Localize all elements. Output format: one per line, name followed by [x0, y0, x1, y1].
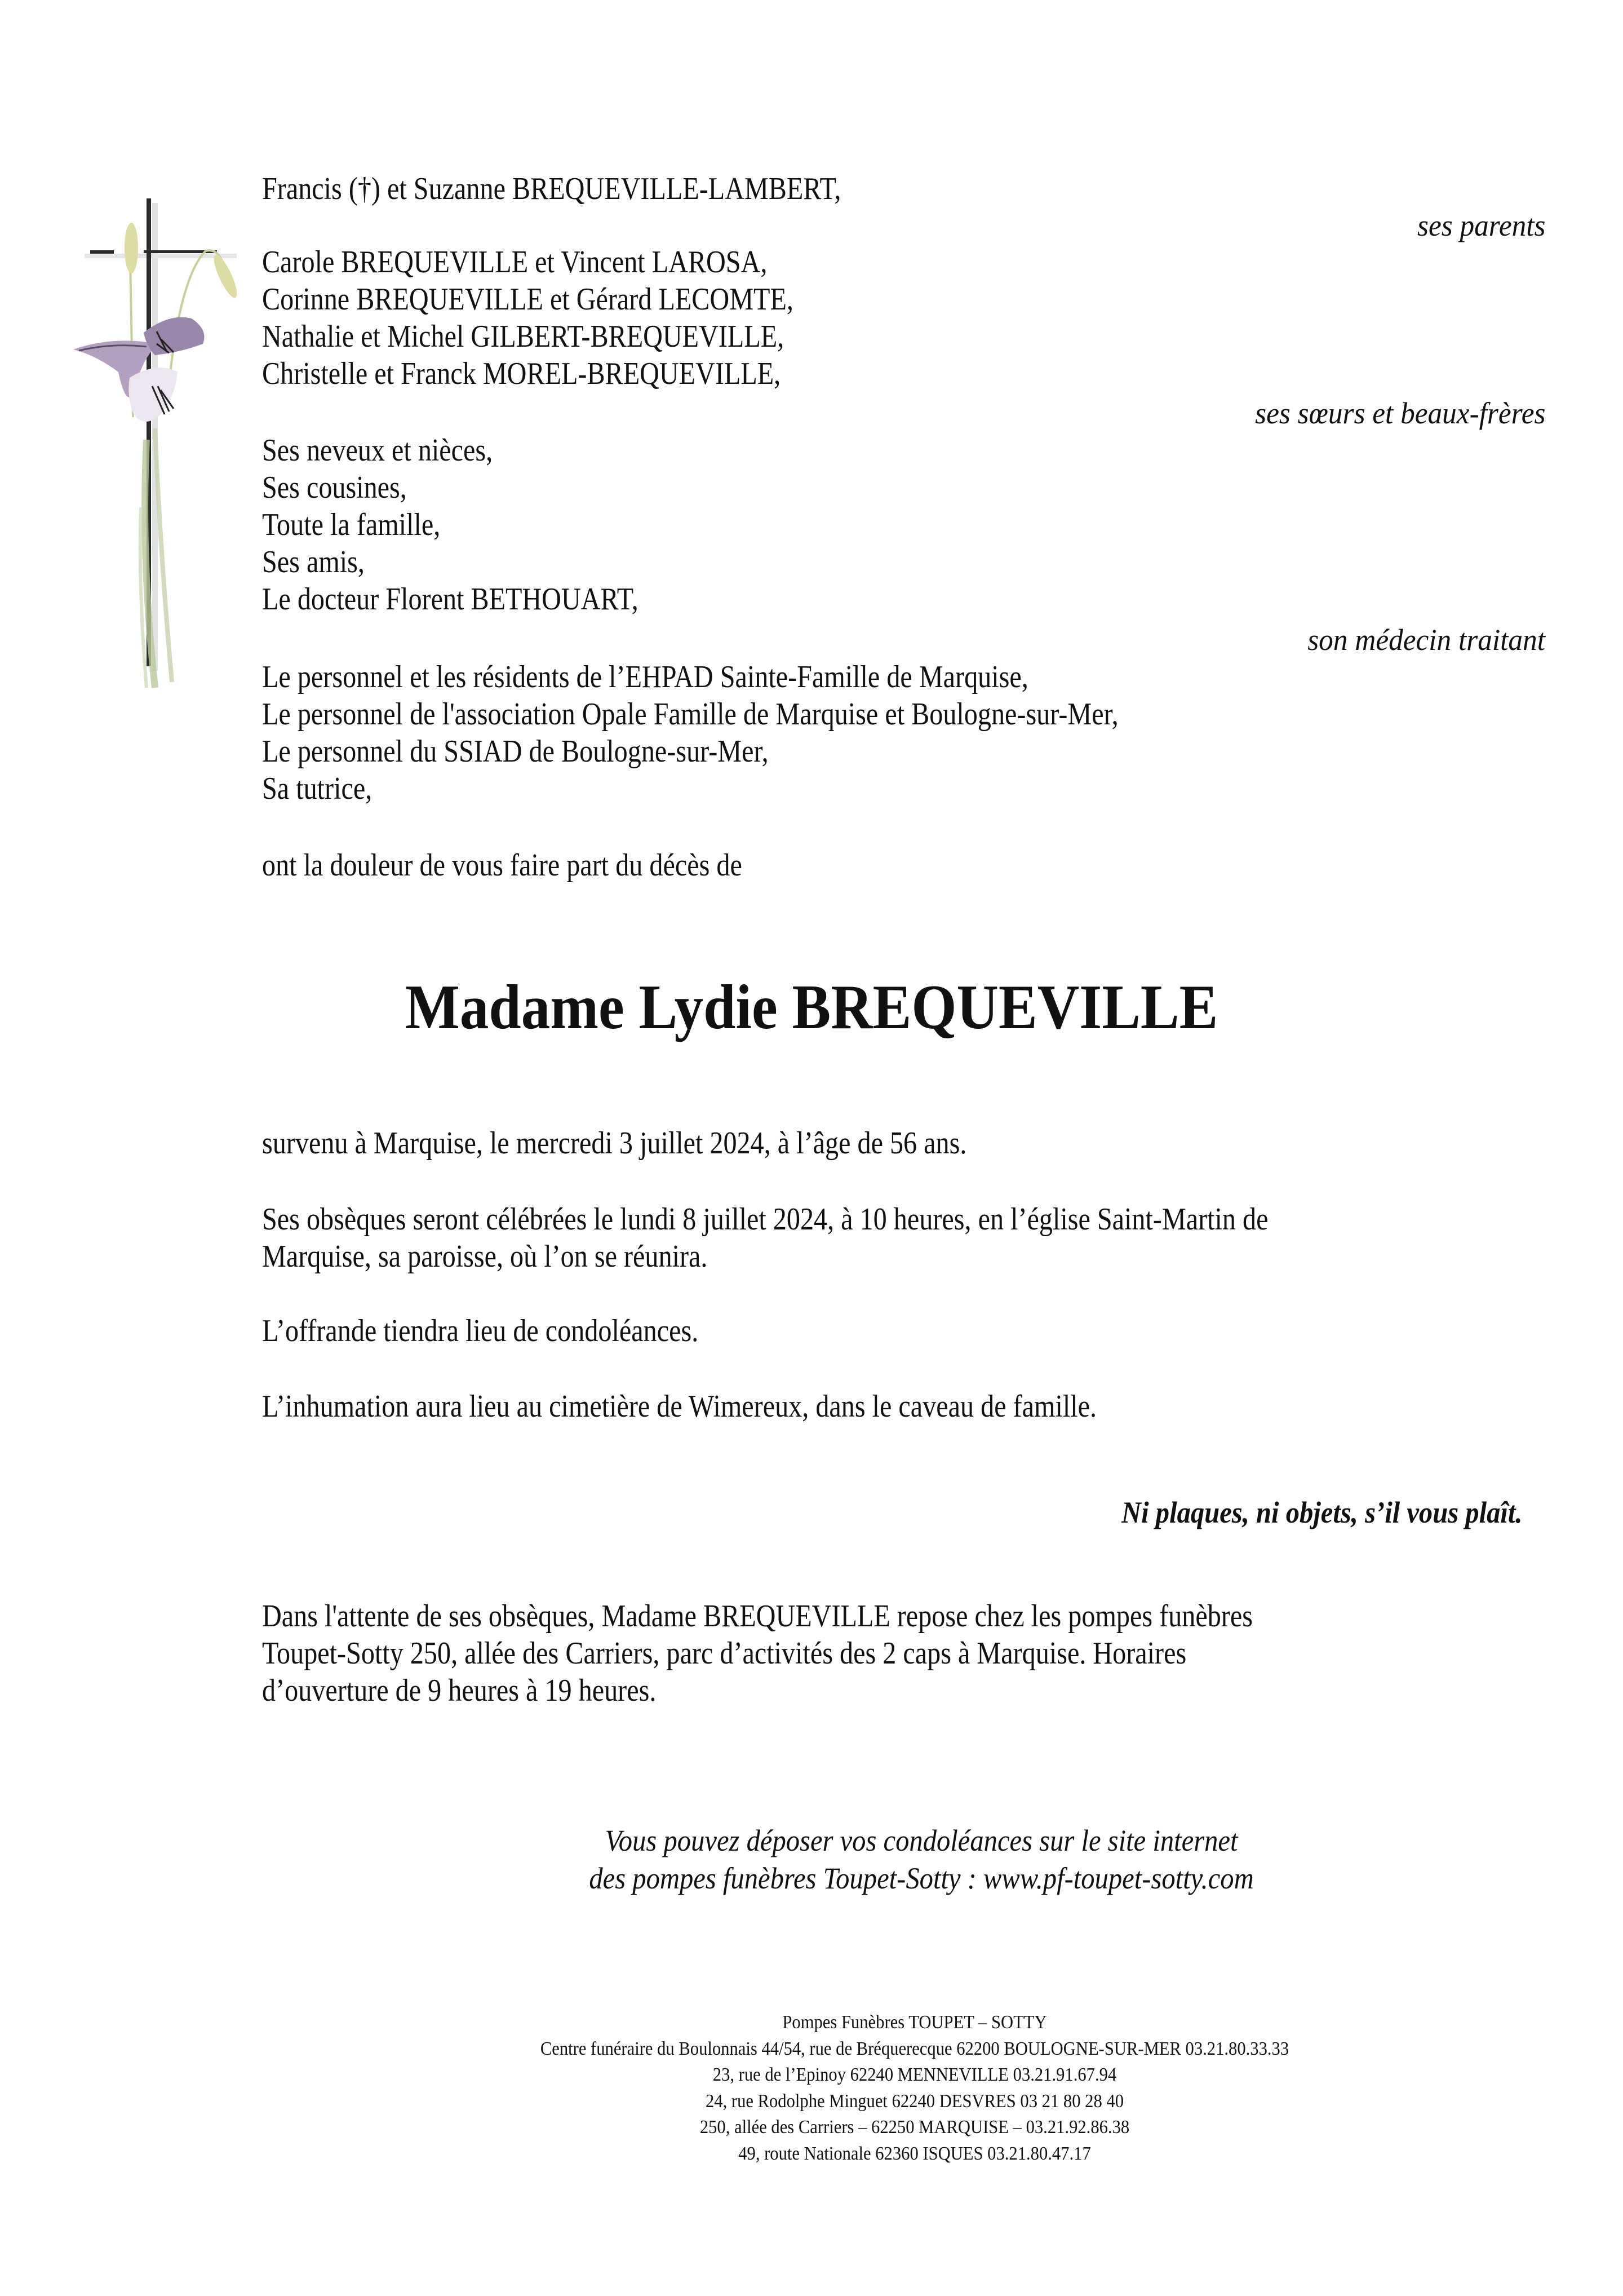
repose-details: Dans l'attente de ses obsèques, Madame BREQUEVILLE repose chez les pompes funèbres	[262, 1599, 1253, 1634]
relative-line: Ses amis,	[262, 545, 365, 579]
staff-line: Sa tutrice,	[262, 771, 373, 806]
parents-role: ses parents	[1417, 209, 1545, 242]
death-details: survenu à Marquise, le mercredi 3 juillet 2024, à l’âge de 56 ans.	[262, 1126, 967, 1161]
sibling-line: Christelle et Franck MOREL-BREQUEVILLE,	[262, 356, 781, 391]
no-flowers-request: Ni plaques, ni objets, s’il vous plaît.	[1121, 1496, 1523, 1529]
wheat-ear-right	[210, 252, 241, 300]
relative-line: Ses neveux et nièces,	[262, 433, 493, 468]
funeral-home-address: 24, rue Rodolphe Minguet 62240 DESVRES 03 21 80 28 40	[705, 2090, 1124, 2112]
parents-line: Francis (†) et Suzanne BREQUEVILLE-LAMBERT,	[262, 171, 841, 206]
condolences-line-website: des pompes funèbres Toupet-Sotty : www.pf-toupet-sotty.com	[589, 1861, 1254, 1895]
condolences-line: Vous pouvez déposer vos condoléances sur le site internet	[605, 1824, 1238, 1857]
staff-line: Le personnel et les résidents de l’EHPAD Sainte-Famille de Marquise,	[262, 660, 1028, 694]
siblings-role: ses sœurs et beaux-frères	[1254, 396, 1545, 430]
funeral-home-address: 250, allée des Carriers – 62250 MARQUISE – 03.21.92.86.38	[699, 2117, 1130, 2138]
burial-details: L’inhumation aura lieu au cimetière de Wimereux, dans le caveau de famille.	[262, 1389, 1097, 1424]
sibling-line: Corinne BREQUEVILLE et Gérard LECOMTE,	[262, 282, 793, 317]
funeral-home-address: 23, rue de l’Epinoy 62240 MENNEVILLE 03.21.91.67.94	[712, 2064, 1117, 2086]
condolences-notice	[191, 1822, 1623, 1897]
staff-line: Le personnel de l'association Opale Famille de Marquise et Boulogne-sur-Mer,	[262, 697, 1119, 732]
cross-horizontal-left	[90, 250, 114, 254]
funeral-home-address: 49, route Nationale 62360 ISQUES 03.21.80.47.17	[738, 2143, 1091, 2164]
wheat-ear-left	[125, 223, 138, 273]
announcement-line: ont la douleur de vous faire part du décès de	[262, 848, 742, 883]
repose-details: Toupet-Sotty 250, allée des Carriers, parc d’activités des 2 caps à Marquise. Horaires	[262, 1636, 1187, 1671]
sibling-line: Nathalie et Michel GILBERT-BREQUEVILLE,	[262, 319, 784, 354]
cross-lily-emblem-icon	[62, 192, 248, 699]
doctor-role: son médecin traitant	[1307, 623, 1545, 657]
relative-line: Toute la famille,	[262, 507, 441, 542]
funeral-home-footer	[184, 2010, 1623, 2167]
funeral-home-address: Centre funéraire du Boulonnais 44/54, rue de Bréquerecque 62200 BOULOGNE-SUR-MER 03.21.80.33.33	[540, 2038, 1289, 2059]
staff-line: Le personnel du SSIAD de Boulogne-sur-Mer,	[262, 734, 769, 769]
relative-line: Ses cousines,	[262, 470, 407, 505]
funeral-home-name: Pompes Funèbres TOUPET – SOTTY	[782, 2012, 1047, 2033]
offering-details: L’offrande tiendra lieu de condoléances.	[262, 1313, 699, 1348]
repose-details: d’ouverture de 9 heures à 19 heures.	[262, 1673, 657, 1708]
funeral-details: Ses obsèques seront célébrées le lundi 8 juillet 2024, à 10 heures, en l’église Saint-Martin de	[262, 1202, 1269, 1237]
sibling-line: Carole BREQUEVILLE et Vincent LAROSA,	[262, 245, 768, 280]
funeral-details: Marquise, sa paroisse, où l’on se réunira.	[262, 1239, 708, 1274]
deceased-name: Madame Lydie BREQUEVILLE	[405, 972, 1218, 1042]
relative-line: Le docteur Florent BETHOUART,	[262, 582, 638, 617]
lily-lower	[128, 368, 178, 422]
